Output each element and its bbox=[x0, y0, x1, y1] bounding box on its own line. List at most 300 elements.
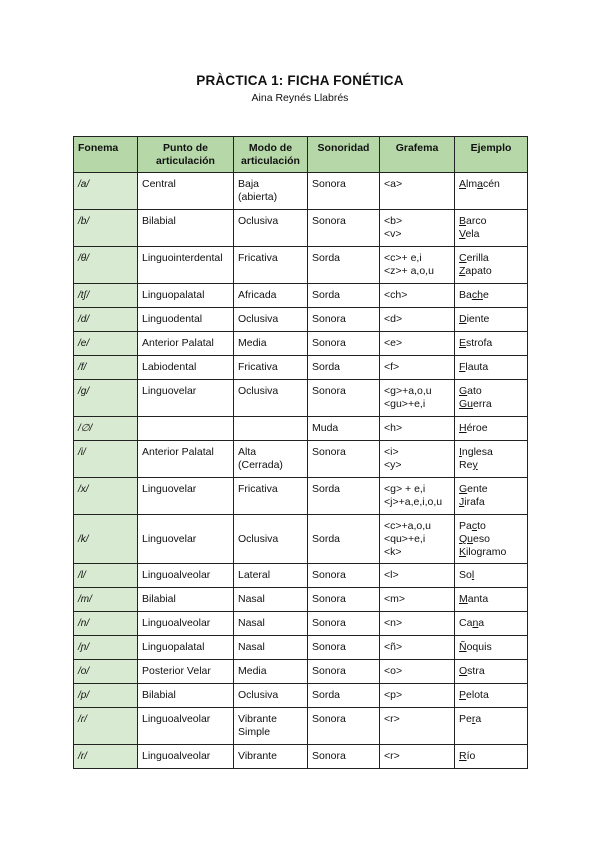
cell-text: <j>+a,e,i,o,u bbox=[384, 496, 443, 508]
cell-ejemplo bbox=[455, 380, 528, 417]
cell-text: /p/ bbox=[78, 690, 90, 701]
word-part: a bbox=[478, 617, 485, 629]
cell-text: <g>+a,o,u bbox=[384, 385, 432, 397]
cell-text: Bilabial bbox=[142, 215, 176, 227]
word-part: Pe bbox=[459, 713, 472, 725]
cell-punto bbox=[138, 380, 234, 417]
cell-modo bbox=[234, 708, 308, 745]
cell-text: Sorda bbox=[312, 361, 341, 373]
cell-text: Sorda bbox=[312, 289, 341, 301]
cell-sonoridad bbox=[308, 308, 380, 332]
cell-text: (abierta) bbox=[238, 191, 278, 203]
cell-text: Sonora bbox=[312, 385, 346, 397]
cell-fonema bbox=[74, 478, 138, 515]
underlined-grapheme: D bbox=[459, 313, 467, 325]
cell-fonema bbox=[74, 332, 138, 356]
cell-text: Sonora bbox=[312, 446, 346, 458]
cell-text: Nasal bbox=[238, 617, 265, 629]
cell-sonoridad bbox=[308, 173, 380, 210]
word-part: e bbox=[482, 289, 489, 301]
example-word bbox=[459, 361, 523, 374]
underlined-grapheme: J bbox=[459, 496, 465, 508]
underlined-grapheme: Z bbox=[459, 265, 466, 277]
cell-text: <gu>+e,i bbox=[384, 398, 426, 410]
cell-punto bbox=[138, 636, 234, 660]
cell-punto bbox=[138, 564, 234, 588]
word-part: arco bbox=[466, 215, 487, 227]
cell-punto bbox=[138, 308, 234, 332]
underlined-grapheme: l bbox=[471, 569, 475, 581]
cell-ejemplo bbox=[455, 441, 528, 478]
example-word bbox=[459, 252, 523, 265]
cell-sonoridad bbox=[308, 380, 380, 417]
cell-text: Oclusiva bbox=[238, 215, 279, 227]
cell-text: <r> bbox=[384, 750, 400, 762]
cell-punto bbox=[138, 441, 234, 478]
cell-text: Posterior Velar bbox=[142, 665, 211, 677]
example-word bbox=[459, 483, 523, 496]
word-part: eso bbox=[473, 533, 490, 545]
cell-text: Linguodental bbox=[142, 313, 203, 325]
table-header-row bbox=[74, 137, 528, 173]
cell-fonema bbox=[74, 588, 138, 612]
cell-sonoridad bbox=[308, 636, 380, 660]
cell-text: /x/ bbox=[78, 484, 89, 495]
example-word bbox=[459, 228, 523, 241]
table-row bbox=[74, 588, 528, 612]
document-title: PRÀCTICA 1: FICHA FONÉTICA bbox=[196, 73, 404, 88]
underlined-grapheme: F bbox=[459, 361, 466, 373]
cell-text: Labiodental bbox=[142, 361, 197, 373]
cell-text: <y> bbox=[384, 459, 402, 471]
cell-text: Bilabial bbox=[142, 593, 176, 605]
cell-sonoridad bbox=[308, 588, 380, 612]
cell-text: /tʃ/ bbox=[78, 290, 90, 301]
cell-punto bbox=[138, 684, 234, 708]
word-part: lauta bbox=[465, 361, 489, 373]
cell-modo bbox=[234, 636, 308, 660]
example-word bbox=[459, 178, 523, 191]
cell-ejemplo bbox=[455, 417, 528, 441]
example-word bbox=[459, 337, 523, 350]
word-part: Re bbox=[459, 459, 473, 471]
cell-punto bbox=[138, 210, 234, 247]
cell-fonema bbox=[74, 612, 138, 636]
cell-text: Linguopalatal bbox=[142, 289, 205, 301]
cell-text: <n> bbox=[384, 617, 403, 629]
example-word bbox=[459, 385, 523, 398]
cell-punto bbox=[138, 612, 234, 636]
cell-sonoridad bbox=[308, 515, 380, 564]
cell-text: Bilabial bbox=[142, 689, 176, 701]
cell-text: Linguovelar bbox=[142, 385, 197, 397]
cell-ejemplo bbox=[455, 612, 528, 636]
table-row bbox=[74, 332, 528, 356]
cell-punto bbox=[138, 356, 234, 380]
cell-text: /g/ bbox=[78, 386, 90, 397]
cell-sonoridad bbox=[308, 284, 380, 308]
example-word bbox=[459, 546, 523, 559]
cell-ejemplo bbox=[455, 173, 528, 210]
cell-grafema bbox=[380, 612, 455, 636]
cell-text: <c>+a,o,u bbox=[384, 520, 431, 532]
cell-text: <i> bbox=[384, 446, 399, 458]
cell-text: Linguoalveolar bbox=[142, 569, 211, 581]
word-part: apato bbox=[465, 265, 492, 277]
cell-text: Fricativa bbox=[238, 361, 278, 373]
cell-punto bbox=[138, 247, 234, 284]
cell-sonoridad bbox=[308, 332, 380, 356]
word-part: irafa bbox=[464, 496, 485, 508]
cell-text: Central bbox=[142, 178, 176, 190]
table-row bbox=[74, 660, 528, 684]
cell-text: Sorda bbox=[312, 483, 341, 495]
cell-grafema bbox=[380, 332, 455, 356]
cell-fonema bbox=[74, 173, 138, 210]
cell-text: /d/ bbox=[78, 314, 90, 325]
cell-text: /ɲ/ bbox=[78, 642, 90, 653]
cell-punto bbox=[138, 173, 234, 210]
underlined-grapheme: C bbox=[459, 252, 467, 264]
cell-text: <e> bbox=[384, 337, 403, 349]
word-part: cén bbox=[482, 178, 500, 190]
cell-text: <f> bbox=[384, 361, 400, 373]
example-word bbox=[459, 496, 523, 509]
word-part: oquis bbox=[466, 641, 492, 653]
cell-text: <p> bbox=[384, 689, 403, 701]
word-part: erra bbox=[473, 398, 492, 410]
cell-punto bbox=[138, 478, 234, 515]
cell-fonema bbox=[74, 564, 138, 588]
cell-punto bbox=[138, 708, 234, 745]
example-word bbox=[459, 641, 523, 654]
word-part: strofa bbox=[466, 337, 493, 349]
cell-text: Muda bbox=[312, 422, 339, 434]
cell-text: Sorda bbox=[312, 252, 341, 264]
cell-sonoridad bbox=[308, 247, 380, 284]
header-punto: Punto de articulación bbox=[138, 137, 234, 173]
underlined-grapheme: G bbox=[459, 483, 468, 495]
cell-text: Fricativa bbox=[238, 483, 278, 495]
cell-text: Baja bbox=[238, 178, 260, 190]
cell-text: Media bbox=[238, 665, 267, 677]
cell-text: Sonora bbox=[312, 750, 346, 762]
header-ejemplo: Ejemplo bbox=[455, 137, 528, 173]
word-part: Ca bbox=[459, 617, 473, 629]
table-row bbox=[74, 380, 528, 417]
cell-text: <m> bbox=[384, 593, 406, 605]
cell-ejemplo bbox=[455, 564, 528, 588]
cell-text: Sonora bbox=[312, 569, 346, 581]
cell-text: /b/ bbox=[78, 216, 90, 227]
cell-text: Linguopalatal bbox=[142, 641, 205, 653]
underlined-grapheme: r bbox=[471, 713, 476, 725]
word-part: So bbox=[459, 569, 472, 581]
table-row bbox=[74, 745, 528, 769]
cell-modo bbox=[234, 173, 308, 210]
word-part: éroe bbox=[466, 422, 488, 434]
cell-modo bbox=[234, 356, 308, 380]
table-row bbox=[74, 284, 528, 308]
example-word bbox=[459, 689, 523, 702]
example-word bbox=[459, 398, 523, 411]
cell-grafema bbox=[380, 417, 455, 441]
cell-modo bbox=[234, 660, 308, 684]
cell-sonoridad bbox=[308, 612, 380, 636]
cell-text: /i/ bbox=[78, 447, 86, 458]
example-word bbox=[459, 665, 523, 678]
table-row bbox=[74, 478, 528, 515]
cell-grafema bbox=[380, 284, 455, 308]
cell-punto bbox=[138, 332, 234, 356]
cell-text: <d> bbox=[384, 313, 403, 325]
cell-punto bbox=[138, 745, 234, 769]
example-word bbox=[459, 215, 523, 228]
table-row bbox=[74, 564, 528, 588]
cell-ejemplo bbox=[455, 356, 528, 380]
table-row bbox=[74, 636, 528, 660]
cell-text: <a> bbox=[384, 178, 403, 190]
cell-fonema bbox=[74, 284, 138, 308]
cell-text: Sonora bbox=[312, 313, 346, 325]
cell-sonoridad bbox=[308, 564, 380, 588]
underlined-grapheme: K bbox=[459, 546, 467, 558]
table-row bbox=[74, 417, 528, 441]
example-word bbox=[459, 750, 523, 763]
cell-grafema bbox=[380, 588, 455, 612]
cell-text: <v> bbox=[384, 228, 402, 240]
cell-text: Sonora bbox=[312, 665, 346, 677]
example-word bbox=[459, 713, 523, 726]
cell-punto bbox=[138, 515, 234, 564]
cell-sonoridad bbox=[308, 441, 380, 478]
cell-text: Fricativa bbox=[238, 252, 278, 264]
example-word bbox=[459, 313, 523, 326]
cell-ejemplo bbox=[455, 210, 528, 247]
cell-fonema bbox=[74, 515, 138, 564]
word-part: elota bbox=[466, 689, 489, 701]
cell-modo bbox=[234, 564, 308, 588]
cell-text: Anterior Palatal bbox=[142, 337, 214, 349]
cell-text: Nasal bbox=[238, 593, 265, 605]
cell-text: <o> bbox=[384, 665, 403, 677]
cell-text: Simple bbox=[238, 726, 271, 738]
word-part: iente bbox=[466, 313, 490, 325]
cell-text: Africada bbox=[238, 289, 277, 301]
cell-ejemplo bbox=[455, 660, 528, 684]
cell-ejemplo bbox=[455, 308, 528, 332]
cell-grafema bbox=[380, 356, 455, 380]
cell-punto bbox=[138, 417, 234, 441]
underlined-grapheme: V bbox=[459, 228, 466, 240]
cell-fonema bbox=[74, 441, 138, 478]
cell-modo bbox=[234, 308, 308, 332]
underlined-grapheme: H bbox=[459, 422, 467, 434]
document-author: Aina Reynés Llabrés bbox=[251, 92, 349, 104]
cell-text: /θ/ bbox=[78, 253, 89, 264]
cell-modo bbox=[234, 380, 308, 417]
cell-text: <qu>+e,i bbox=[384, 533, 426, 545]
example-word bbox=[459, 459, 523, 472]
underlined-grapheme: Ñ bbox=[459, 641, 467, 653]
cell-text: <c>+ e,i bbox=[384, 252, 422, 264]
cell-grafema bbox=[380, 684, 455, 708]
cell-text: Nasal bbox=[238, 641, 265, 653]
table-row bbox=[74, 308, 528, 332]
example-word bbox=[459, 520, 523, 533]
cell-grafema bbox=[380, 380, 455, 417]
underlined-grapheme: n bbox=[472, 617, 479, 629]
cell-modo bbox=[234, 745, 308, 769]
cell-text: Linguovelar bbox=[142, 483, 197, 495]
cell-sonoridad bbox=[308, 356, 380, 380]
cell-text: /r/ bbox=[78, 751, 87, 762]
example-word bbox=[459, 422, 523, 435]
cell-text: Linguoalveolar bbox=[142, 617, 211, 629]
word-part: Ba bbox=[459, 289, 472, 301]
cell-text: Sorda bbox=[312, 689, 341, 701]
cell-text: /m/ bbox=[78, 594, 92, 605]
cell-text: <h> bbox=[384, 422, 403, 434]
table-row bbox=[74, 684, 528, 708]
table-row bbox=[74, 210, 528, 247]
example-word bbox=[459, 265, 523, 278]
cell-ejemplo bbox=[455, 708, 528, 745]
cell-ejemplo bbox=[455, 284, 528, 308]
cell-text: <r> bbox=[384, 713, 400, 725]
underlined-grapheme: Gu bbox=[459, 398, 474, 410]
word-part: erilla bbox=[466, 252, 489, 264]
cell-text: Lateral bbox=[238, 569, 271, 581]
cell-modo bbox=[234, 332, 308, 356]
table-row bbox=[74, 515, 528, 564]
cell-text: Vibrante bbox=[238, 750, 277, 762]
cell-text: Linguoalveolar bbox=[142, 750, 211, 762]
underlined-grapheme: I bbox=[459, 446, 462, 458]
cell-fonema bbox=[74, 380, 138, 417]
header-grafema: Grafema bbox=[380, 137, 455, 173]
cell-fonema bbox=[74, 660, 138, 684]
underlined-grapheme: O bbox=[459, 665, 468, 677]
underlined-grapheme: R bbox=[459, 750, 467, 762]
cell-text: /∅/ bbox=[78, 423, 93, 434]
cell-ejemplo bbox=[455, 478, 528, 515]
cell-ejemplo bbox=[455, 636, 528, 660]
cell-fonema bbox=[74, 247, 138, 284]
cell-text: Alta bbox=[238, 446, 257, 458]
cell-text: Oclusiva bbox=[238, 313, 279, 325]
cell-text: Sonora bbox=[312, 178, 346, 190]
underlined-grapheme: y bbox=[472, 459, 478, 471]
cell-text: Oclusiva bbox=[238, 689, 279, 701]
table-row bbox=[74, 356, 528, 380]
cell-text: Linguoalveolar bbox=[142, 713, 211, 725]
cell-text: <k> bbox=[384, 546, 402, 558]
word-part: to bbox=[477, 520, 486, 532]
underlined-grapheme: a bbox=[477, 178, 483, 190]
cell-grafema bbox=[380, 515, 455, 564]
cell-fonema bbox=[74, 708, 138, 745]
table-row bbox=[74, 708, 528, 745]
cell-text: /ɾ/ bbox=[78, 714, 87, 725]
word-part: ilogramo bbox=[466, 546, 507, 558]
word-part: ente bbox=[467, 483, 488, 495]
cell-modo bbox=[234, 612, 308, 636]
example-word bbox=[459, 533, 523, 546]
cell-fonema bbox=[74, 745, 138, 769]
cell-text: /l/ bbox=[78, 570, 86, 581]
underlined-grapheme: ch bbox=[471, 289, 483, 301]
cell-text: (Cerrada) bbox=[238, 459, 283, 471]
example-word bbox=[459, 569, 523, 582]
cell-fonema bbox=[74, 684, 138, 708]
underlined-grapheme: B bbox=[459, 215, 467, 227]
cell-text: Sonora bbox=[312, 641, 346, 653]
example-word bbox=[459, 617, 523, 630]
cell-sonoridad bbox=[308, 745, 380, 769]
cell-text: Media bbox=[238, 337, 267, 349]
cell-text: <ñ> bbox=[384, 641, 403, 653]
header-fonema: Fonema bbox=[74, 137, 138, 173]
cell-ejemplo bbox=[455, 247, 528, 284]
cell-grafema bbox=[380, 708, 455, 745]
word-part: ela bbox=[465, 228, 480, 240]
table-row bbox=[74, 612, 528, 636]
cell-grafema bbox=[380, 660, 455, 684]
example-word bbox=[459, 593, 523, 606]
cell-fonema bbox=[74, 308, 138, 332]
word-part: nglesa bbox=[461, 446, 493, 458]
cell-text: <g> + e,i bbox=[384, 483, 426, 495]
cell-fonema bbox=[74, 417, 138, 441]
cell-fonema bbox=[74, 356, 138, 380]
cell-text: Anterior Palatal bbox=[142, 446, 214, 458]
cell-grafema bbox=[380, 441, 455, 478]
cell-sonoridad bbox=[308, 478, 380, 515]
cell-ejemplo bbox=[455, 588, 528, 612]
cell-modo bbox=[234, 515, 308, 564]
cell-grafema bbox=[380, 308, 455, 332]
cell-modo bbox=[234, 247, 308, 284]
cell-text: Sonora bbox=[312, 593, 346, 605]
cell-text: /n/ bbox=[78, 618, 90, 629]
cell-grafema bbox=[380, 636, 455, 660]
word-part: stra bbox=[467, 665, 485, 677]
cell-text: <z>+ a,o,u bbox=[384, 265, 434, 277]
example-word bbox=[459, 289, 523, 302]
cell-modo bbox=[234, 210, 308, 247]
cell-grafema bbox=[380, 478, 455, 515]
cell-modo bbox=[234, 588, 308, 612]
cell-punto bbox=[138, 660, 234, 684]
cell-modo bbox=[234, 441, 308, 478]
cell-text: Sonora bbox=[312, 617, 346, 629]
cell-sonoridad bbox=[308, 708, 380, 745]
cell-text: Sonora bbox=[312, 713, 346, 725]
cell-text: Vibrante bbox=[238, 713, 277, 725]
example-word bbox=[459, 446, 523, 459]
phonetic-table bbox=[73, 136, 528, 769]
cell-grafema bbox=[380, 745, 455, 769]
cell-text: Sonora bbox=[312, 215, 346, 227]
cell-fonema bbox=[74, 210, 138, 247]
word-part: ato bbox=[467, 385, 482, 397]
word-part: ío bbox=[466, 750, 476, 762]
word-part: anta bbox=[467, 593, 489, 605]
cell-text: <b> bbox=[384, 215, 403, 227]
cell-text: Oclusiva bbox=[238, 385, 279, 397]
underlined-grapheme: P bbox=[459, 689, 467, 701]
